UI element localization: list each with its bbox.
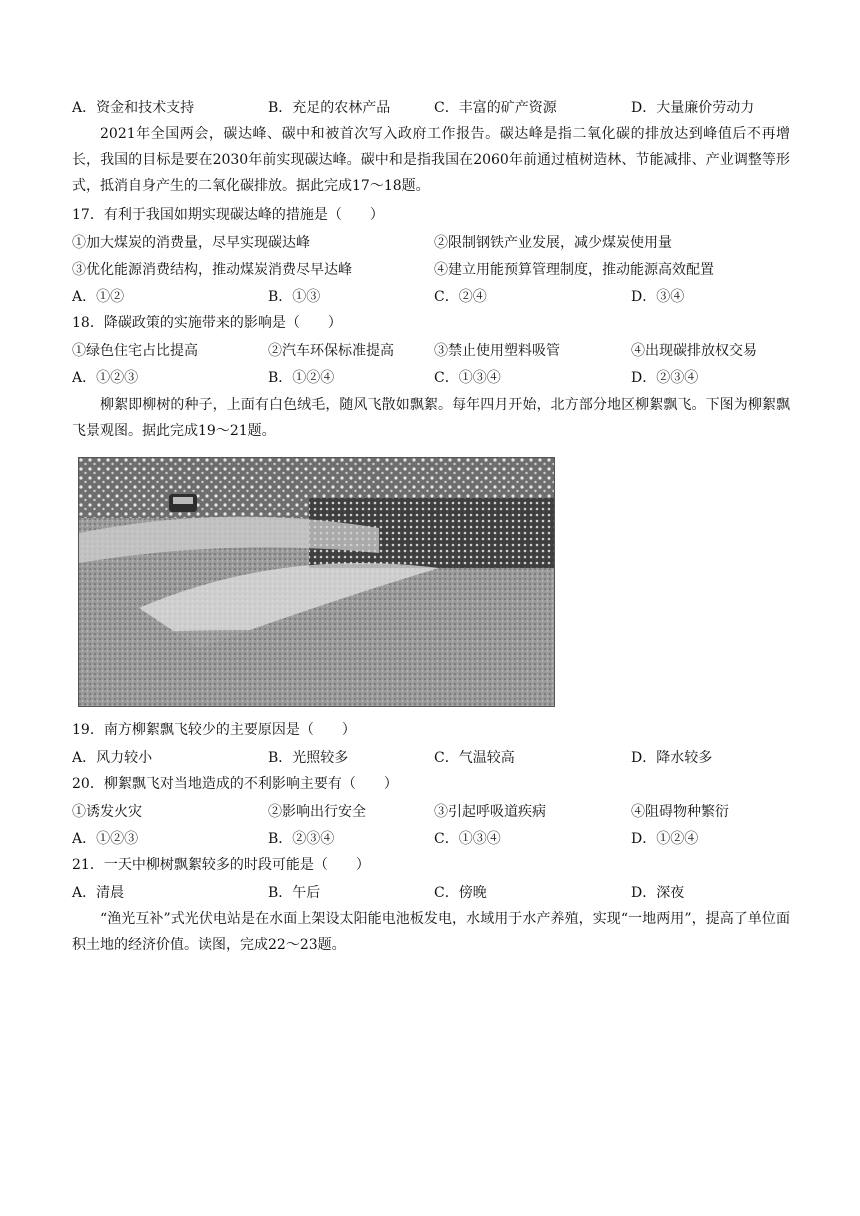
q17-items-row1 xyxy=(72,230,792,254)
q19-options xyxy=(72,745,792,769)
q20-stem: 20．柳絮飘飞对当地造成的不利影响主要有（ ） xyxy=(72,776,398,792)
q18-stem: 18．降碳政策的实施带来的影响是（ ） xyxy=(72,315,342,331)
q20-option-d[interactable]: D．①②④ xyxy=(631,831,699,847)
q18-item-2: ②汽车环保标准提高 xyxy=(268,343,394,359)
q17-options xyxy=(72,284,792,308)
q21-option-d[interactable]: D．深夜 xyxy=(631,885,685,901)
q16-option-a[interactable]: A．资金和技术支持 xyxy=(72,100,195,116)
q19-option-c[interactable]: C．气温较高 xyxy=(434,750,515,766)
q17-stem: 17．有利于我国如期实现碳达峰的措施是（ ） xyxy=(72,207,384,223)
willow-catkin-photo xyxy=(78,457,555,707)
q18-option-c[interactable]: C．①③④ xyxy=(434,370,501,386)
q19-option-a[interactable]: A．风力较小 xyxy=(72,750,153,766)
q20-options xyxy=(72,826,792,850)
q17-option-a[interactable]: A．①② xyxy=(72,289,125,305)
q20-item-3: ③引起呼吸道疾病 xyxy=(434,804,546,820)
q16-option-c[interactable]: C．丰富的矿产资源 xyxy=(434,100,557,116)
q18-option-b[interactable]: B．①②④ xyxy=(268,370,335,386)
q21-option-c[interactable]: C．傍晚 xyxy=(434,885,487,901)
q17-item-1: ①加大煤炭的消费量，尽早实现碳达峰 xyxy=(72,235,310,251)
q20-item-4: ④阻碍物种繁衍 xyxy=(631,804,729,820)
q17-item-2: ②限制钢铁产业发展，减少煤炭使用量 xyxy=(434,235,672,251)
photo-illustration xyxy=(79,458,554,706)
q18-item-1: ①绿色住宅占比提高 xyxy=(72,343,198,359)
q21-option-a[interactable]: A．清晨 xyxy=(72,885,125,901)
carbon-passage: 2021年全国两会，碳达峰、碳中和被首次写入政府工作报告。碳达峰是指二氧化碳的排放达到峰值后不再增长，我国的目标是要在2030年前实现碳达峰。碳中和是指我国在2060年前通过植树造林、节能减排、产业调整等形式，抵消自身产生的二氧化碳排放。据此完成17～18题。 xyxy=(72,126,790,194)
willow-passage: 柳絮即柳树的种子，上面有白色绒毛，随风飞散如飘絮。每年四月开始，北方部分地区柳絮飘飞。下图为柳絮飘飞景观图。据此完成19～21题。 xyxy=(72,397,790,439)
q17-option-c[interactable]: C．②④ xyxy=(434,289,487,305)
q17-option-b[interactable]: B．①③ xyxy=(268,289,321,305)
q20-option-c[interactable]: C．①③④ xyxy=(434,831,501,847)
q21-options xyxy=(72,880,792,904)
q20-item-2: ②影响出行安全 xyxy=(268,804,366,820)
q20-option-b[interactable]: B．②③④ xyxy=(268,831,335,847)
q16-option-b[interactable]: B．充足的农林产品 xyxy=(268,100,391,116)
q19-option-d[interactable]: D．降水较多 xyxy=(631,750,713,766)
q19-option-b[interactable]: B．光照较多 xyxy=(268,750,349,766)
q17-item-3: ③优化能源消费结构，推动煤炭消费尽早达峰 xyxy=(72,262,352,278)
q18-options xyxy=(72,365,792,389)
solar-passage: “渔光互补”式光伏电站是在水面上架设太阳能电池板发电，水域用于水产养殖，实现“一地两用”，提高了单位面积土地的经济价值。读图，完成22～23题。 xyxy=(72,911,790,953)
q18-option-d[interactable]: D．②③④ xyxy=(631,370,699,386)
q21-stem: 21．一天中柳树飘絮较多的时段可能是（ ） xyxy=(72,857,370,873)
q16-option-d[interactable]: D．大量廉价劳动力 xyxy=(631,100,755,116)
q17-item-4: ④建立用能预算管理制度，推动能源高效配置 xyxy=(434,262,714,278)
q18-items xyxy=(72,338,792,362)
q21-option-b[interactable]: B．午后 xyxy=(268,885,321,901)
q20-option-a[interactable]: A．①②③ xyxy=(72,831,139,847)
q19-stem: 19．南方柳絮飘飞较少的主要原因是（ ） xyxy=(72,722,356,738)
q17-items-row2 xyxy=(72,257,792,281)
q18-item-4: ④出现碳排放权交易 xyxy=(631,343,757,359)
q16-options xyxy=(72,95,792,119)
q17-option-d[interactable]: D．③④ xyxy=(631,289,685,305)
q18-item-3: ③禁止使用塑料吸管 xyxy=(434,343,560,359)
q18-option-a[interactable]: A．①②③ xyxy=(72,370,139,386)
q20-items xyxy=(72,799,792,823)
q20-item-1: ①诱发火灾 xyxy=(72,804,142,820)
